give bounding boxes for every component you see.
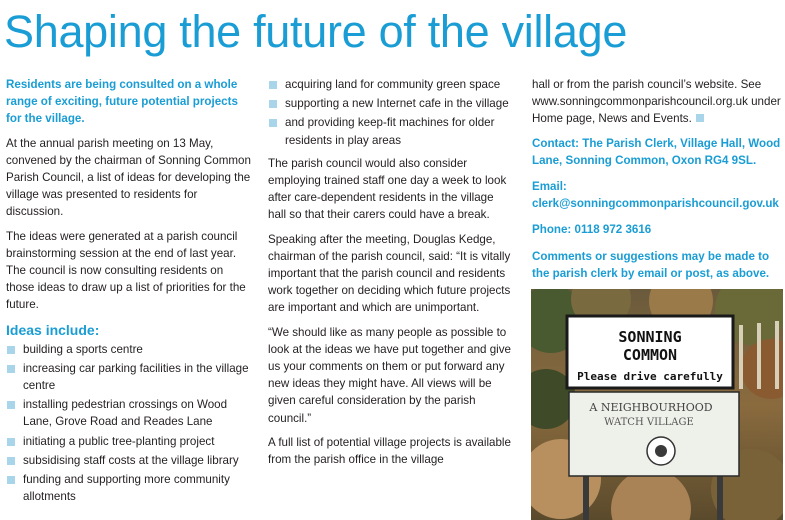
sign-line-3: Please drive carefully [577,370,723,383]
website-paragraph [532,76,782,128]
sign-line-2: COMMON [622,346,678,364]
square-bullet-icon [7,476,15,484]
list-item [6,452,252,469]
column-3 [532,76,782,291]
list-item-text: building a sports centre [23,342,143,356]
list-item-text: initiating a public tree-planting project [23,434,215,448]
paragraph: A full list of potential village projects is available from the parish office in the village [268,435,511,467]
paragraph: At the annual parish meeting on 13 May, convened by the chairman of Sonning Common Parish Council, a list of ideas for developing the village was presented to residents for discussion. [6,136,251,219]
ideas-list [6,341,252,506]
contact-phone: Phone: 0118 972 3616 [532,223,652,237]
contact-address: Contact: The Parish Clerk, Village Hall, Wood Lane, Sonning Common, Oxon RG4 9SL. [532,136,781,167]
sign-line-1: SONNING [618,328,682,346]
list-item-text: subsidising staff costs at the village library [23,453,239,467]
intro-lead: Residents are being consulted on a whole range of exciting, future potential projects for the village. [6,78,238,126]
square-bullet-icon [269,119,277,127]
paragraph: The parish council would also consider employing trained staff one day a week to look after care-dependent residents in the village hall so that their carers could have a break. [268,156,507,222]
square-bullet-icon [7,457,15,465]
contact-email: Email: clerk@sonningcommonparishcouncil.gov.uk [532,180,779,211]
list-item [268,114,514,148]
list-item [268,76,514,93]
list-item [6,471,252,505]
paragraph: Speaking after the meeting, Douglas Kedge, chairman of the parish council, said: “It is vitally important that the parish council and residents work together on deciding which future projects are important and which are unimportant. [268,232,511,315]
list-item-text: and providing keep-fit machines for older residents in play areas [285,116,495,147]
ideas-list-continued [268,76,514,149]
ideas-heading: Ideas include: [6,321,100,338]
column-2 [268,76,514,475]
list-item [6,341,252,358]
list-item [6,360,252,394]
column-1 [6,76,252,511]
list-item-text: installing pedestrian crossings on Wood Lane, Grove Road and Reades Lane [23,398,228,429]
list-item-text: funding and supporting more community allotments [23,473,230,504]
square-bullet-icon [7,365,15,373]
website-text: hall or from the parish council’s website. See www.sonningcommonparishcouncil.org.uk under Home page, News and Events. [532,78,781,126]
square-bullet-icon [7,401,15,409]
comments-note: Comments or suggestions may be made to the parish clerk by email or post, as above. [532,249,770,280]
list-item-text: acquiring land for community green space [285,78,501,91]
square-bullet-icon [7,438,15,446]
plaque-line-1: A NEIGHBOURHOOD [589,401,713,414]
list-item-text: increasing car parking facilities in the village centre [23,361,249,393]
list-item [6,433,252,450]
square-bullet-icon [269,100,277,108]
paragraph: The ideas were generated at a parish council brainstorming session at the end of last year. The council is now consulting residents on those ideas to draw up a list of priorities for the future. [6,229,246,312]
village-sign-photo [531,289,783,520]
quote-paragraph: “We should like as many people as possible to look at the ideas we have put together and give us your comments on them or put forward any new ideas they might have. All views will be given careful consideration by the parish council.” [268,325,511,425]
page-title: Shaping the future of the village [4,6,628,57]
end-square-icon [696,114,704,122]
list-item-text: supporting a new Internet cafe in the village [285,97,509,111]
plaque-line-2: WATCH VILLAGE [604,417,694,428]
list-item [6,396,252,430]
list-item [268,95,514,112]
square-bullet-icon [269,81,277,89]
square-bullet-icon [7,346,15,354]
